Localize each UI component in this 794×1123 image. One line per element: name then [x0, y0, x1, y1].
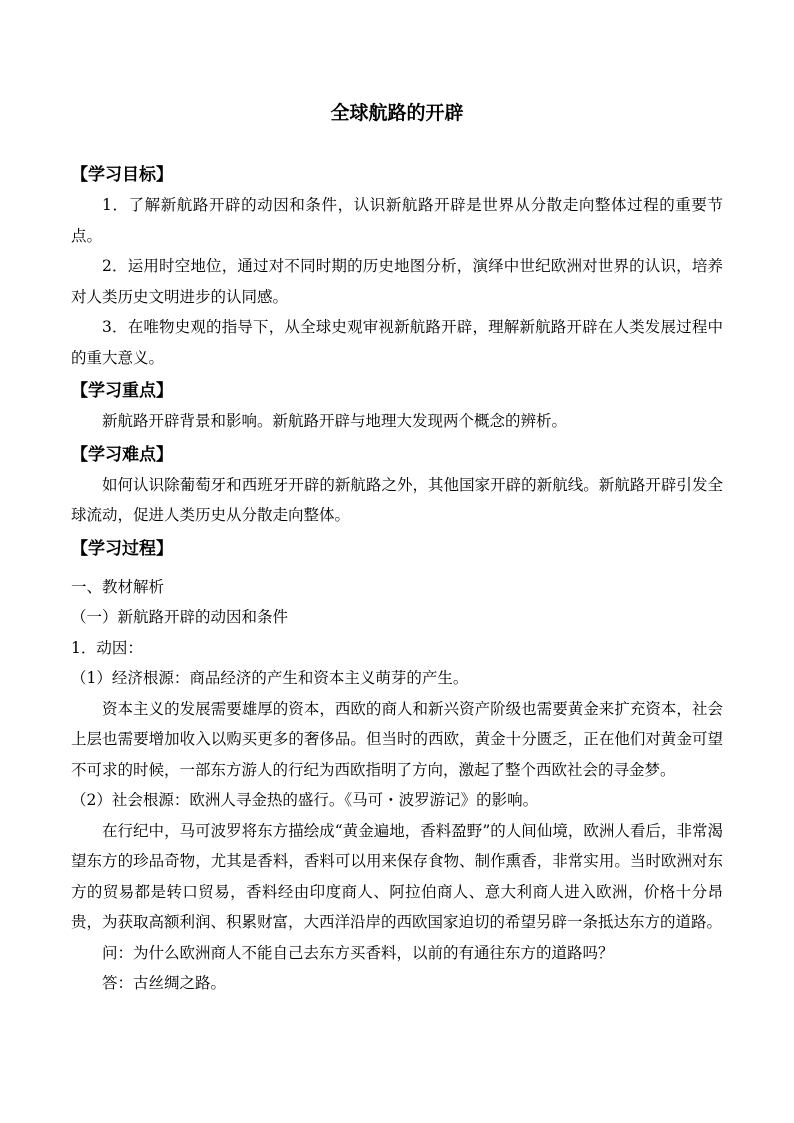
- economic-root: （1）经济根源：商品经济的产生和资本主义萌芽的产生。: [71, 669, 469, 687]
- difficulties-text: 如何认识除葡萄牙和西班牙开辟的新航路之外，其他国家开辟的新航线。新航路开辟引发全球流动，促进人类历史从分散走向整体。: [71, 475, 723, 524]
- answer-text: 答：古丝绸之路。: [102, 974, 227, 992]
- subsection-1-heading: （一）新航路开辟的动因和条件: [71, 608, 289, 626]
- goal-item-1: 1．了解新航路开辟的动因和条件，认识新航路开辟是世界从分散走向整体过程的重要节点。: [71, 196, 723, 245]
- document-body: [71, 160, 723, 999]
- section-1-heading: 一、教材解析: [71, 577, 165, 596]
- difficulties-heading: 【学习难点】: [71, 444, 173, 465]
- economic-paragraph: 资本主义的发展需要雄厚的资本，西欧的商人和新兴资产阶级也需要黄金来扩充资本，社会上层也需要增加收入以购买更多的奢侈品。但当时的西欧，黄金十分匮乏，正在他们对黄金可望不可求的时候，一部东方游人的行纪为西欧指明了方向，激起了整个西欧社会的寻金梦。: [71, 699, 723, 779]
- key-points-text: 新航路开辟背景和影响。新航路开辟与地理大发现两个概念的辨析。: [102, 412, 568, 430]
- key-points-heading: 【学习重点】: [71, 381, 173, 401]
- process-heading: 【学习过程】: [71, 538, 173, 559]
- document-title: 全球航路的开辟: [330, 102, 464, 124]
- social-paragraph: 在行纪中，马可波罗将东方描绘成“黄金遍地，香料盈野”的人间仙境，欧洲人看后，非常渴望东方的珍品奇物，尤其是香料，香料可以用来保存食物、制作熏香，非常实用。当时欧洲对东方的贸易都是转口贸易，香料经由印度商人、阿拉伯商人、意大利商人进入欧洲，价格十分昂贵，为获取高额利润、积累财富，大西洋沿岸的西欧国家迫切的希望另辟一条抵达东方的道路。: [71, 821, 723, 931]
- goal-item-3: 3．在唯物史观的指导下，从全球史观审视新航路开辟，理解新航路开辟在人类发展过程中的重大意义。: [71, 318, 723, 367]
- item-1-heading: 1．动因：: [71, 638, 143, 657]
- social-root: （2）社会根源：欧洲人寻金热的盛行。《马可・波罗游记》的影响。: [71, 791, 539, 809]
- goal-item-2: 2．运用时空地位，通过对不同时期的历史地图分析，演绎中世纪欧洲对世界的认识，培养对人类历史文明进步的认同感。: [71, 257, 723, 306]
- question-text: 问：为什么欧洲商人不能自己去东方买香料，以前的有通往东方的道路吗？: [102, 943, 614, 962]
- goals-heading: 【学习目标】: [71, 165, 173, 185]
